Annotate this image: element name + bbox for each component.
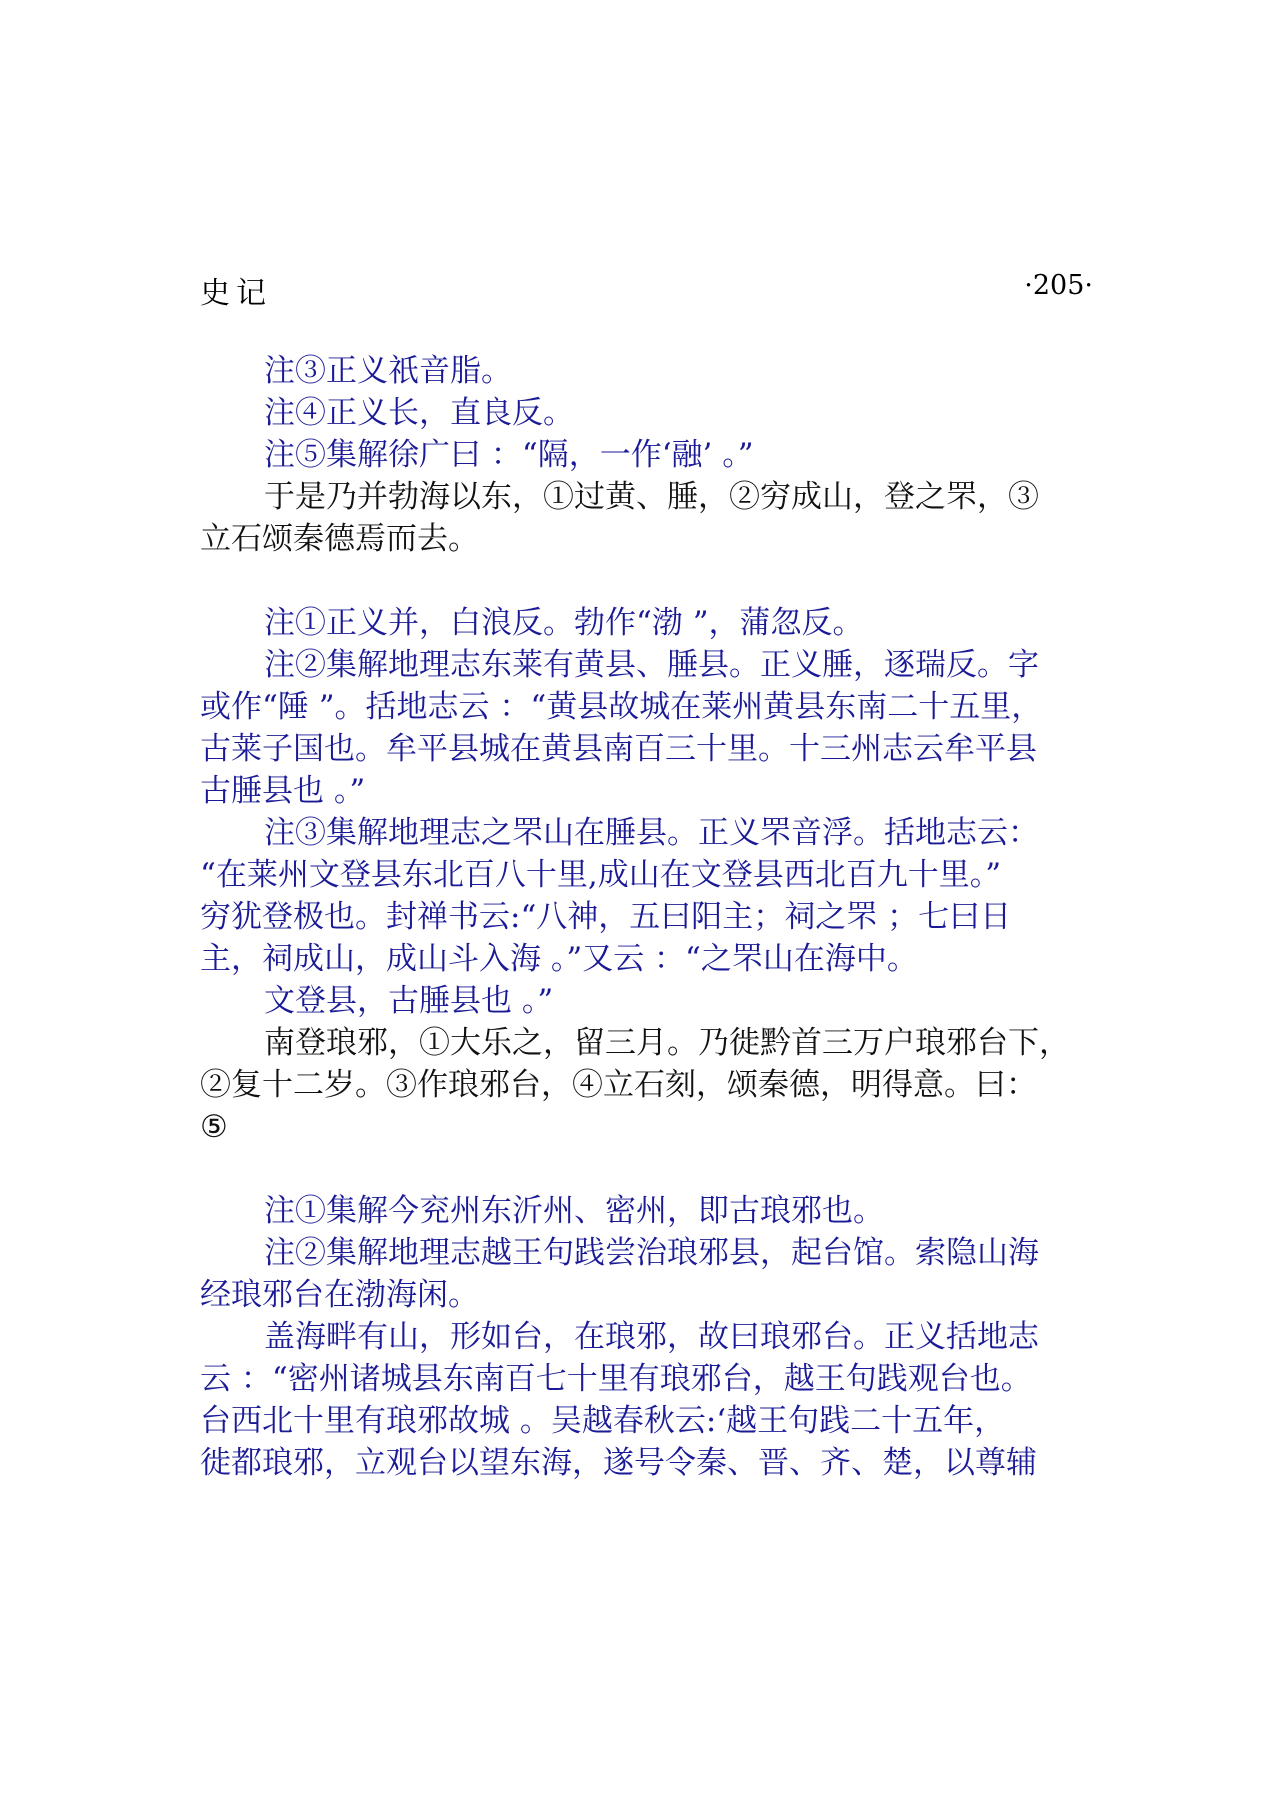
text-line: 主，祠成山，成山斗入海 。”又云 ：“之罘山在海中。	[200, 941, 918, 977]
text-line: 注①正义并，白浪反。勃作“渤 ”，蒲忽反。	[264, 605, 864, 641]
text-line: 台西北十里有琅邪故城 。吴越春秋云:‘越王句践二十五年，	[200, 1403, 1006, 1439]
text-line: 注②集解地理志越王句践尝治琅邪县，起台馆。索隐山海	[264, 1235, 1039, 1271]
text-line: 立石颂秦德焉而去。	[200, 521, 479, 557]
text-line: ②复十二岁。③作琅邪台，④立石刻，颂秦德，明得意。曰：	[200, 1067, 1037, 1103]
text-line: 盖海畔有山，形如台，在琅邪，故曰琅邪台。正义括地志	[264, 1319, 1039, 1355]
text-line: 注②集解地理志东莱有黄县、腄县。正义腄，逐瑞反。字	[264, 647, 1039, 683]
text-line: 南登琅邪，①大乐之，留三月。乃徙黔首三万户琅邪台下，	[264, 1025, 1070, 1061]
text-line: 穷犹登极也。封禅书云:“八神，五曰阳主；祠之罘 ；七曰日	[200, 899, 1012, 935]
text-line: ⑤	[200, 1109, 228, 1145]
text-line: 注③正义祇音脂。	[264, 353, 512, 389]
text-line: 注①集解今兖州东沂州、密州，即古琅邪也。	[264, 1193, 884, 1229]
text-line: 古莱子国也。牟平县城在黄县南百三十里。十三州志云牟平县	[200, 731, 1037, 767]
text-line: 注④正义长，直良反。	[264, 395, 574, 431]
text-line: 云 ：“密州诸城县东南百七十里有琅邪台，越王句践观台也。	[200, 1361, 1032, 1397]
text-line: 经琅邪台在渤海闲。	[200, 1277, 479, 1313]
book-title: 史记	[200, 276, 272, 311]
text-line: 注③集解地理志之罘山在腄县。正义罘音浮。括地志云：	[264, 815, 1039, 851]
text-line: 文登县，古腄县也 。”	[264, 983, 554, 1019]
text-line: “在莱州文登县东北百八十里,成山在文登县西北百九十里。”	[200, 857, 1002, 893]
page-number: ·205·	[1024, 270, 1093, 301]
text-line: 于是乃并勃海以东，①过黄、腄，②穷成山，登之罘，③	[264, 479, 1039, 515]
text-line: 或作“陲 ”。括地志云 ：“黄县故城在莱州黄县东南二十五里，	[200, 689, 1043, 725]
text-line: 徙都琅邪，立观台以望东海，遂号令秦、晋、齐、楚，以尊辅	[200, 1445, 1037, 1481]
text-line: 古腄县也 。”	[200, 773, 366, 809]
text-line: 注⑤集解徐广曰 ：“隔，一作‘融’ 。”	[264, 437, 754, 473]
